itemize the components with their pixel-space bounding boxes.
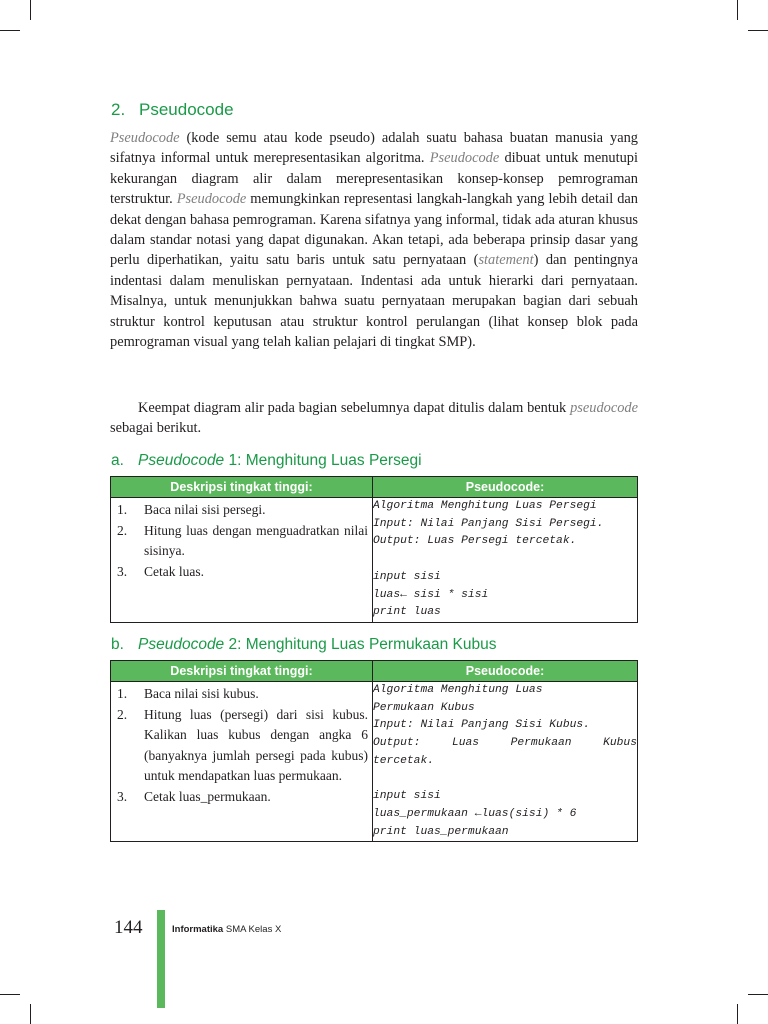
section-number: 2. — [111, 100, 126, 119]
pseudocode-table-a — [110, 476, 638, 623]
term-pseudocode: pseudocode — [570, 400, 638, 416]
subheading-letter: a. — [111, 452, 124, 469]
code-line: print luas — [373, 606, 441, 619]
step-text: Hitung luas dengan menguadratkan nilai sisinya. — [144, 522, 368, 558]
code-line: Input: Nilai Panjang Sisi Kubus. — [373, 719, 590, 732]
step-number: 1. — [117, 686, 128, 701]
section-heading — [111, 100, 234, 120]
paragraph-text: ) dan pentingnya indentasi dalam menuliskan pernyataan. Indentasi ada untuk hierarki dari pernyataan. Misalnya, untuk menunjukkan bahwa suatu pernyataan merupakan bagian dari sebuah struktur kontrol keputusan atau struktur kontrol perulangan (lihat konsep blok pada pemrograman visual yang telah kalian pelajari di tingkat SMP). — [110, 252, 638, 351]
paragraph-text: dibuat untuk menutupi kekurangan diagram alir dalam merepresentasikan konsep-konsep pemrograman terstruktur. — [110, 150, 638, 208]
subheading-italic: Pseudocode — [138, 452, 225, 469]
book-title-rest: SMA Kelas X — [223, 924, 282, 935]
code-line: luas_permukaan ←luas(sisi) * 6 — [373, 807, 577, 820]
subheading-title: 1: Menghitung Luas Persegi — [224, 452, 422, 469]
list-item — [117, 787, 368, 808]
code-line: Algoritma Menghitung Luas — [373, 684, 543, 696]
intro-paragraph — [110, 128, 638, 352]
code-line: luas← sisi * sisi — [373, 588, 489, 601]
code-line: Algoritma Menghitung Luas Persegi — [373, 500, 597, 512]
crop-mark — [30, 0, 31, 20]
subheading-a — [111, 452, 422, 470]
book-title-bold: Informatika — [172, 924, 224, 935]
term-statement: statement — [478, 252, 534, 269]
step-number: 1. — [117, 502, 128, 517]
step-text: Hitung luas (persegi) dari sisi kubus. Kalikan luas kubus dengan angka 6 (banyaknya jumlah persegi pada kubus) untuk mendapatkan luas permukaan. — [144, 706, 368, 783]
list-item — [117, 500, 368, 521]
description-cell — [111, 498, 373, 623]
code-line: Output: Luas Permukaan Kubus — [373, 737, 637, 750]
step-number: 3. — [117, 563, 128, 579]
crop-mark — [737, 1004, 738, 1024]
list-item — [117, 521, 368, 562]
code-line: input sisi — [373, 570, 441, 583]
code-line: Output: Luas Persegi tercetak. — [373, 535, 577, 548]
table-row — [111, 498, 638, 623]
term-pseudocode: Pseudocode — [176, 191, 247, 208]
steps-list — [111, 498, 372, 586]
crop-mark — [0, 994, 20, 995]
list-item — [117, 684, 368, 705]
crop-mark — [748, 994, 768, 995]
table-header-row — [111, 477, 638, 498]
header-pseudocode: Pseudocode: — [373, 477, 638, 498]
step-text: Cetak luas. — [144, 563, 204, 579]
subheading-letter: b. — [111, 636, 124, 653]
term-pseudocode: Pseudocode — [429, 150, 500, 167]
header-description: Deskripsi tingkat tinggi: — [111, 477, 373, 498]
paragraph-text: memungkinkan representasi langkah-langkah yang lebih detail dan dekat dengan bahasa pemrograman. Karena sifatnya yang informal, tidak ada aturan khusus dalam standar notasi yang dapat digunakan. Akan tetapi, ada beberapa prinsip dasar yang perlu diperhatikan, yaitu satu baris untuk satu pernyataan ( — [110, 191, 638, 269]
list-item — [117, 705, 368, 787]
crop-mark — [0, 30, 20, 31]
code-line: input sisi — [373, 790, 441, 803]
pseudocode-cell — [373, 682, 638, 842]
crop-mark — [30, 1004, 31, 1024]
term-pseudocode: Pseudocode — [110, 130, 180, 146]
header-pseudocode: Pseudocode: — [373, 661, 638, 682]
list-item — [117, 562, 368, 583]
subheading-italic: Pseudocode — [138, 636, 225, 653]
crop-mark — [748, 30, 768, 31]
code-blank-line — [373, 551, 637, 569]
paragraph-text: (kode semu atau kode pseudo) adalah suatu bahasa buatan manusia yang sifatnya informal untuk merepresentasikan algoritma. — [110, 130, 638, 167]
code-line: print luas_permukaan — [373, 825, 509, 838]
step-number: 2. — [117, 522, 128, 538]
footer-book-title — [172, 924, 281, 935]
footer-accent-bar — [157, 910, 165, 1008]
header-description: Deskripsi tingkat tinggi: — [111, 661, 373, 682]
transition-paragraph — [110, 398, 638, 439]
subheading-b — [111, 636, 496, 654]
step-text: Baca nilai sisi persegi. — [144, 502, 266, 517]
paragraph-text: sebagai berikut. — [110, 420, 202, 437]
code-line: Permukaan Kubus — [373, 701, 475, 714]
pseudocode-cell — [373, 498, 638, 623]
page-number: 144 — [114, 917, 143, 938]
pseudocode-table-b — [110, 660, 638, 842]
paragraph-text: Keempat diagram alir pada bagian sebelumnya dapat ditulis dalam bentuk — [138, 400, 571, 416]
crop-mark — [737, 0, 738, 20]
table-header-row — [111, 661, 638, 682]
code-blank-line — [373, 771, 637, 789]
table-row — [111, 682, 638, 842]
steps-list — [111, 682, 372, 811]
step-number: 2. — [117, 706, 128, 722]
section-title: Pseudocode — [139, 100, 234, 119]
step-number: 3. — [117, 788, 128, 804]
subheading-title: 2: Menghitung Luas Permukaan Kubus — [224, 636, 497, 653]
description-cell — [111, 682, 373, 842]
code-line: Input: Nilai Panjang Sisi Persegi. — [373, 517, 604, 530]
step-text: Baca nilai sisi kubus. — [144, 686, 259, 701]
step-text: Cetak luas_permukaan. — [144, 788, 271, 804]
code-line: tercetak. — [373, 754, 435, 767]
